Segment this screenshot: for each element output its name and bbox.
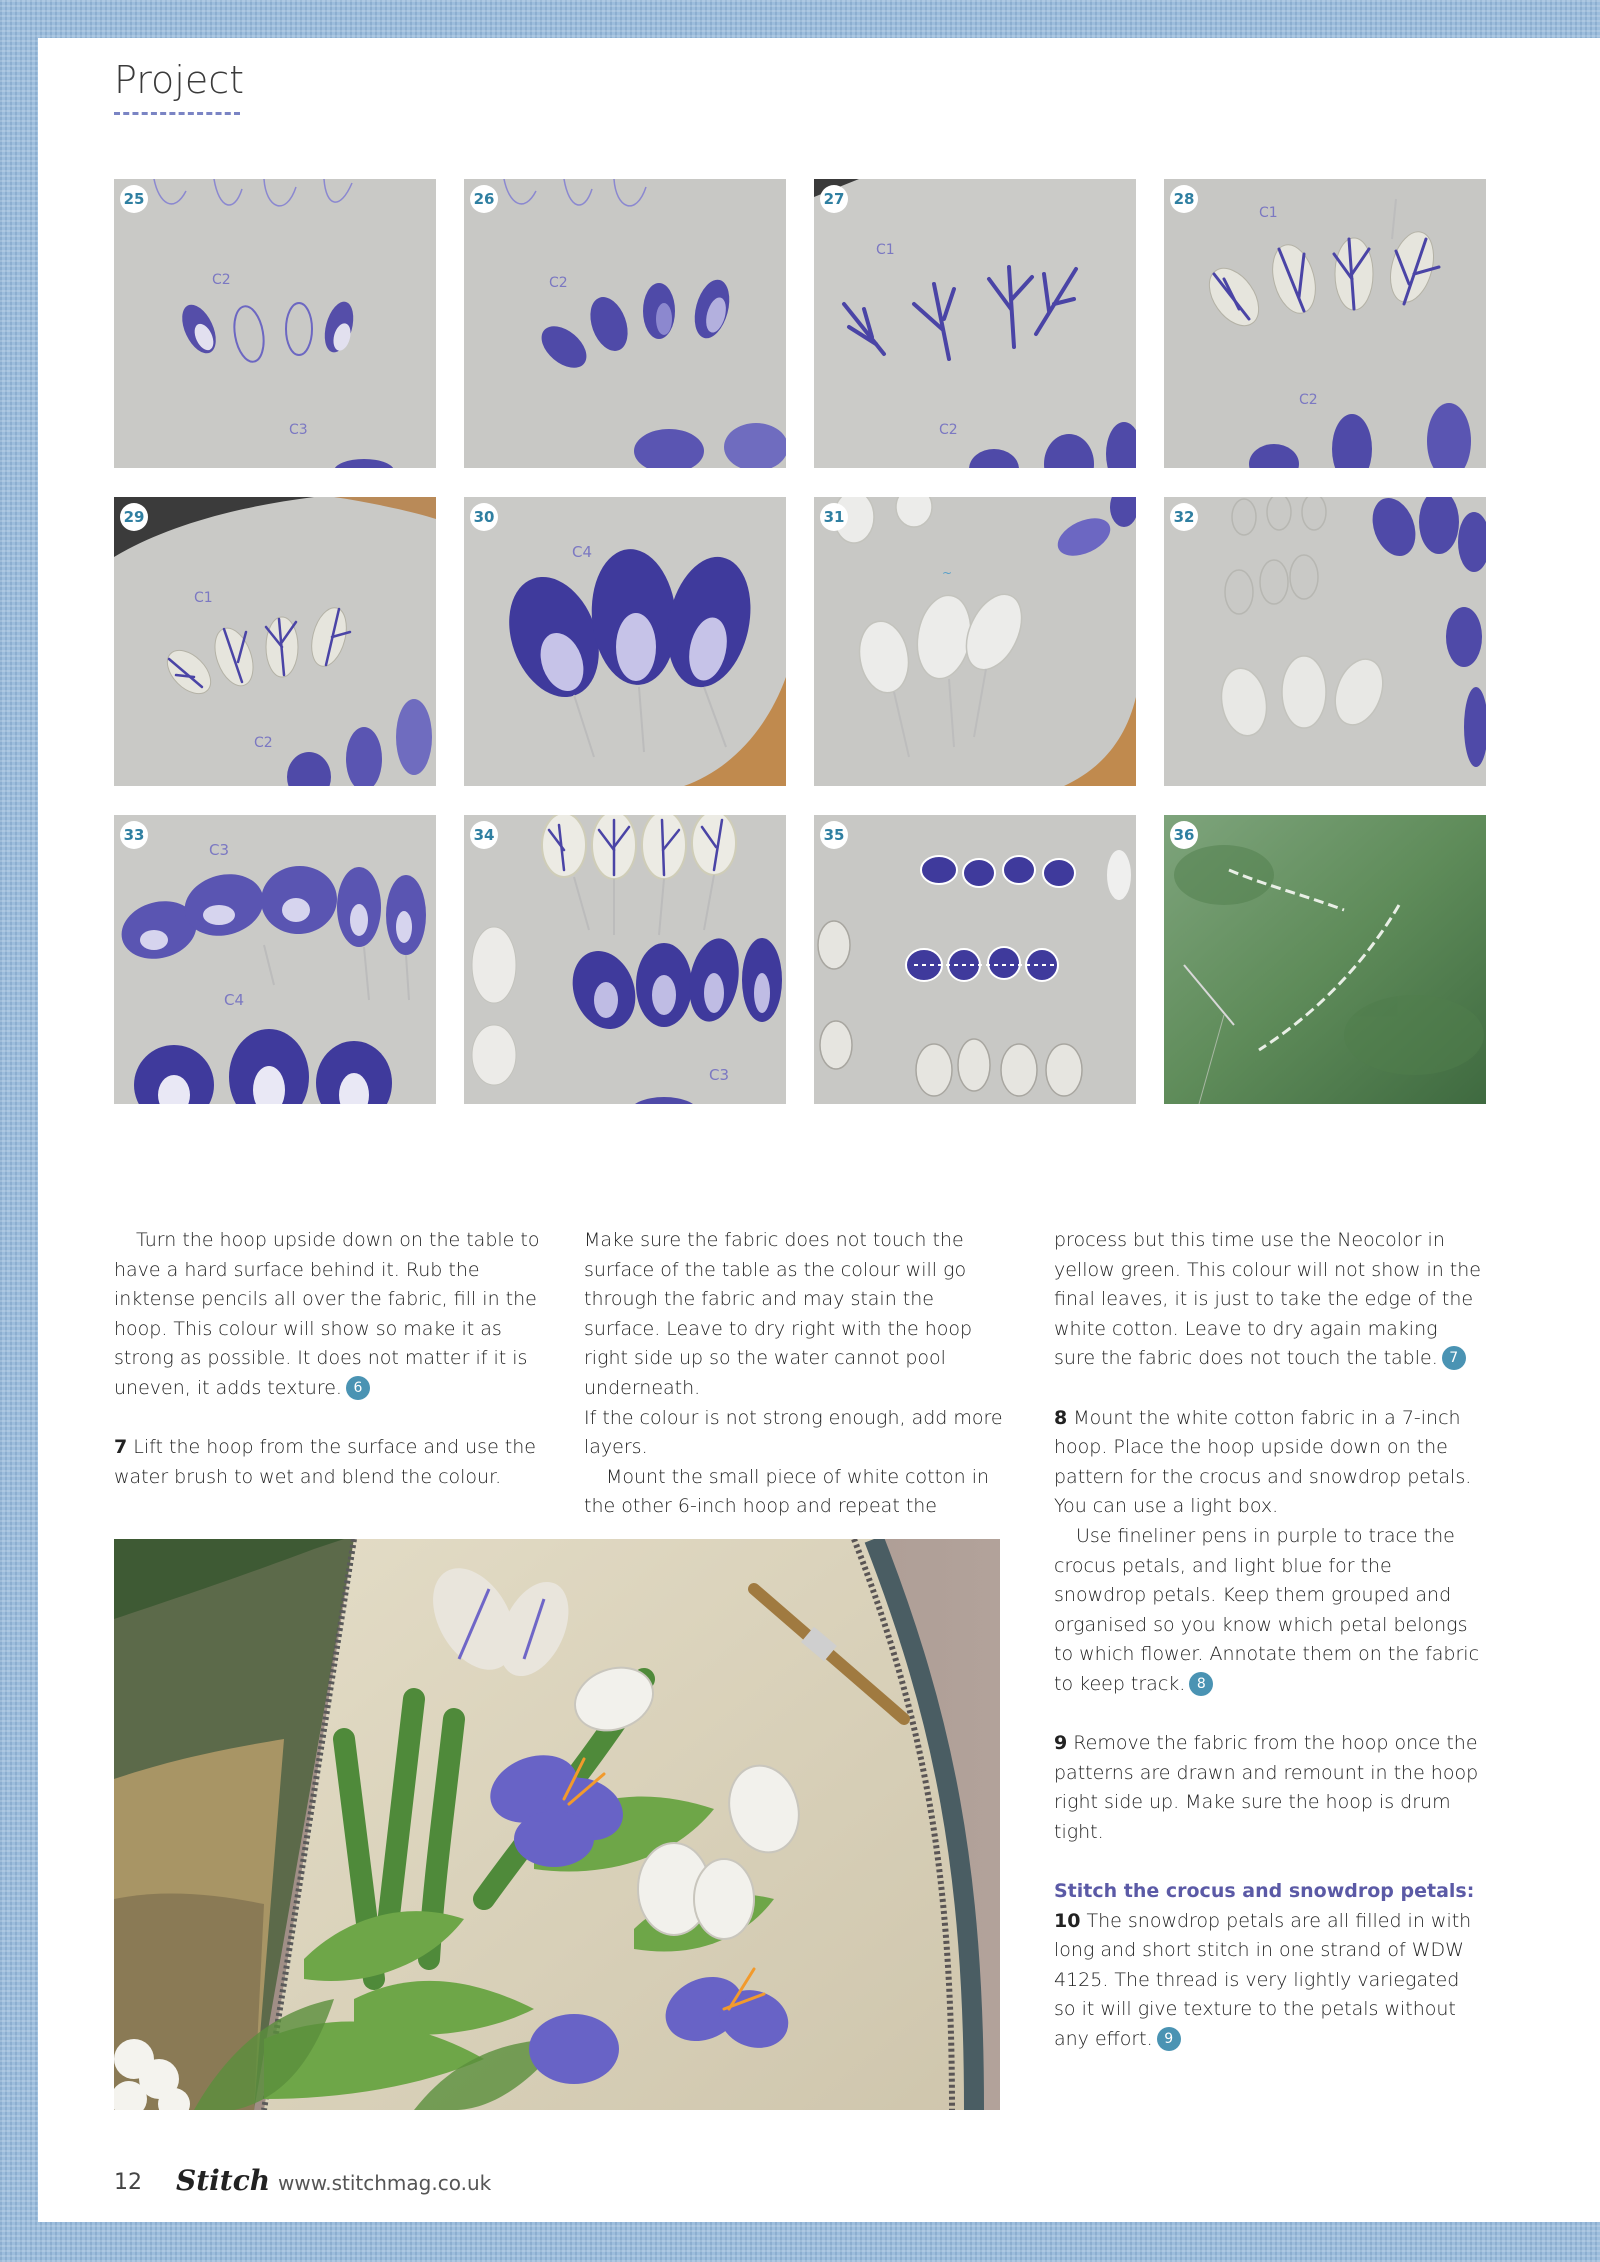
step-ref-badge: 7 <box>1442 1346 1466 1370</box>
step-number: 9 <box>1054 1732 1068 1755</box>
section-dashed-rule <box>114 112 240 115</box>
tile-label-c2: C2 <box>549 275 568 291</box>
step-photo-32 <box>1164 497 1486 786</box>
step-photo-36 <box>1164 815 1486 1104</box>
step-photo-27 <box>814 179 1136 468</box>
step-photo-26 <box>464 179 786 468</box>
step-badge: 31 <box>820 503 848 531</box>
section-label: Project <box>114 58 245 102</box>
step-photo-28 <box>1164 179 1486 468</box>
paragraph <box>1054 1522 1484 1700</box>
step-badge: 25 <box>120 185 148 213</box>
text-column-3 <box>1054 1226 1484 2055</box>
text-column-2 <box>584 1226 1014 1522</box>
step-9 <box>1054 1729 1484 1847</box>
step-photo-34 <box>464 815 786 1104</box>
step-badge: 35 <box>820 821 848 849</box>
tile-label-c2: C2 <box>212 272 231 288</box>
embroidery-feature-photo <box>114 1539 1000 2110</box>
paragraph <box>1054 1226 1484 1374</box>
tile-label-c3: C3 <box>709 1066 730 1084</box>
step-10 <box>1054 1907 1484 2055</box>
step-badge: 28 <box>1170 185 1198 213</box>
tile-label-c1: C1 <box>194 590 213 606</box>
step-badge: 30 <box>470 503 498 531</box>
tile-label-c4: C4 <box>224 991 245 1009</box>
step-text: Mount the white cotton fabric in a 7-inch hoop. Place the hoop upside down on the pattern for the crocus and snowdrop petals. You can use a light box. <box>1054 1406 1472 1518</box>
paragraph: Make sure the fabric does not touch the surface of the table as the colour will go through the fabric and may stain the surface. Leave to dry right with the hoop right side up so the water cannot pool underneath. <box>584 1229 973 1399</box>
tile-label-c3: C3 <box>289 422 308 438</box>
subheading: Stitch the crocus and snowdrop petals: <box>1054 1880 1475 1903</box>
website-url: www.stitchmag.co.uk <box>278 2171 492 2195</box>
step-badge: 34 <box>470 821 498 849</box>
tile-label-c2: C2 <box>939 422 958 438</box>
step-photo-31 <box>814 497 1136 786</box>
step-badge: 32 <box>1170 503 1198 531</box>
step-text: The snowdrop petals are all filled in with long and short stitch in one strand of WDW 4125. The thread is very lightly variegated so it will give texture to the petals without any effort. <box>1054 1909 1472 2051</box>
tile-label-c1: C1 <box>1259 205 1278 221</box>
step-text: Lift the hoop from the surface and use the water brush to wet and blend the colour. <box>114 1436 536 1488</box>
step-photo-25 <box>114 179 436 468</box>
paragraph <box>114 1226 544 1404</box>
step-ref-badge: 8 <box>1189 1672 1213 1696</box>
step-badge: 27 <box>820 185 848 213</box>
step-7 <box>114 1433 544 1492</box>
step-number: 7 <box>114 1436 128 1459</box>
svg-text:~: ~ <box>942 566 953 580</box>
step-photo-35 <box>814 815 1136 1104</box>
tile-label-c3: C3 <box>209 841 230 859</box>
paragraph-text: process but this time use the Neocolor in yellow green. This colour will not show in the final leaves, it is just to take the edge of the white cotton. Leave to dry again making sure the fabric does not touch the table. <box>1054 1229 1481 1370</box>
text-column-1 <box>114 1226 544 1492</box>
step-badge: 36 <box>1170 821 1198 849</box>
step-ref-badge: 6 <box>346 1376 370 1400</box>
tile-label-c4: C4 <box>572 543 593 561</box>
step-number: 8 <box>1054 1406 1068 1429</box>
tile-label-c2: C2 <box>254 735 273 751</box>
step-photo-grid <box>114 179 1486 1104</box>
page-number: 12 <box>114 2170 142 2195</box>
step-photo-30 <box>464 497 786 786</box>
paragraph-text: Use fineliner pens in purple to trace the crocus petals, and light blue for the snowdrop petals. Keep them grouped and organised so you know which petal belongs to which flower. Annotate them on the fabric to keep track. <box>1054 1524 1480 1695</box>
step-text: Remove the fabric from the hoop once the patterns are drawn and remount in the hoop right side up. Make sure the hoop is drum tight. <box>1054 1732 1479 1843</box>
step-badge: 33 <box>120 821 148 849</box>
paragraph: If the colour is not strong enough, add more layers. <box>584 1406 1003 1459</box>
step-ref-badge: 9 <box>1157 2027 1181 2051</box>
paragraph: Mount the small piece of white cotton in the other 6-inch hoop and repeat the <box>584 1465 990 1518</box>
step-photo-33 <box>114 815 436 1104</box>
tile-label-c1: C1 <box>876 242 895 258</box>
magazine-logo: Stitch <box>176 2164 271 2197</box>
step-number: 10 <box>1054 1909 1081 1932</box>
paragraph-text: Turn the hoop upside down on the table to have a hard surface behind it. Rub the inktense pencils all over the fabric, fill in the hoop. This colour will show so make it as strong as possible. It does not matter if it is uneven, it adds texture. <box>114 1229 540 1399</box>
step-badge: 26 <box>470 185 498 213</box>
step-photo-29 <box>114 497 436 786</box>
step-badge: 29 <box>120 503 148 531</box>
tile-label-c2: C2 <box>1299 392 1318 408</box>
step-8 <box>1054 1404 1484 1522</box>
